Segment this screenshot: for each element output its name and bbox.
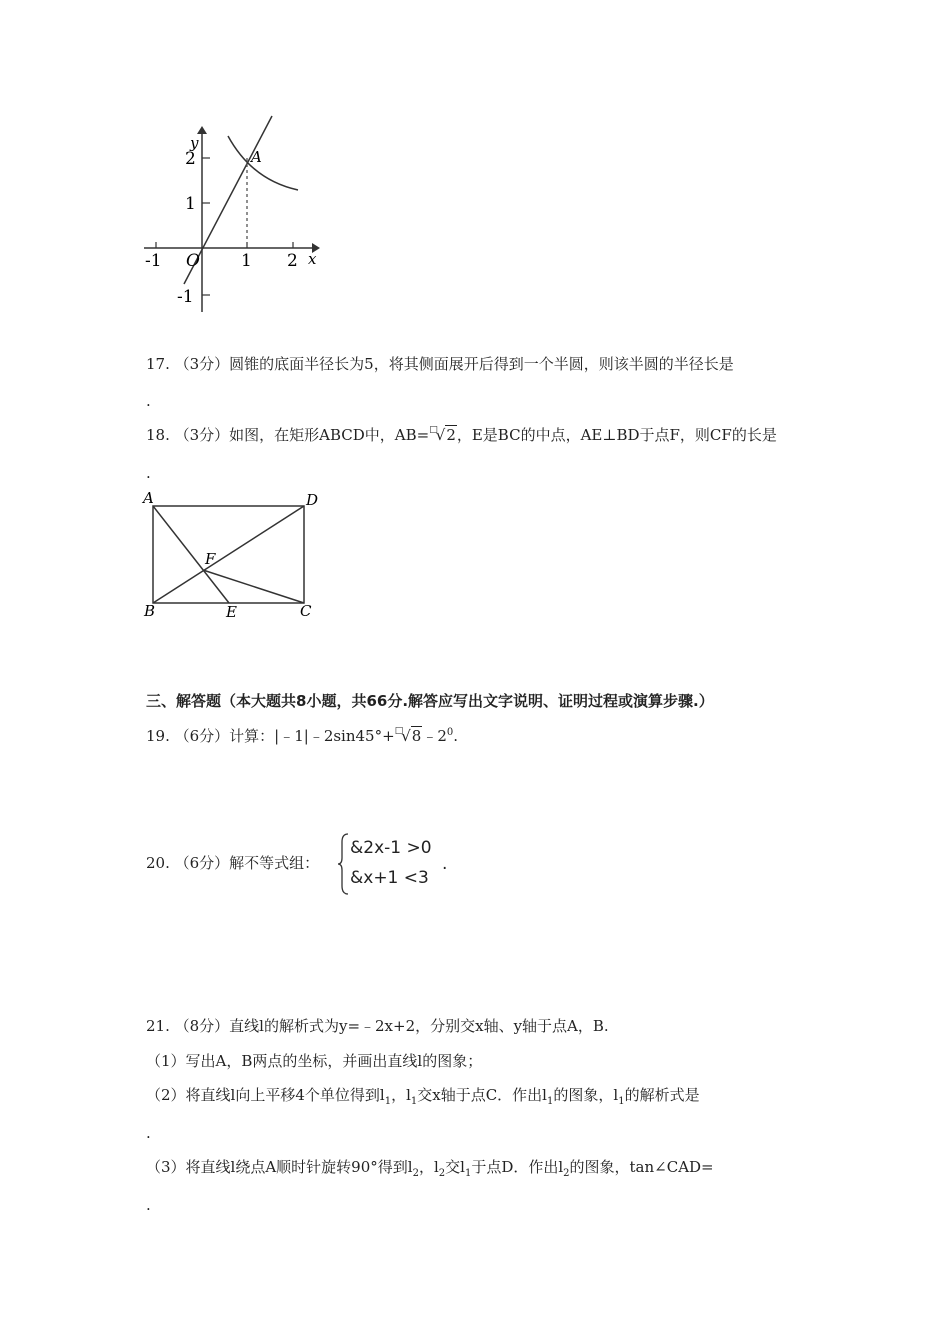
y-axis-label: y (190, 134, 199, 152)
hyperbola-curve (228, 136, 298, 190)
question-18-blank: . (146, 464, 151, 482)
y-tick-1: 1 (185, 194, 196, 214)
question-21-part-3: （3）将直线l绕点A顺时针旋转90°得到$l_2$，$l_2$交$l_1$于点D．作出$l_2$的图象，tan∠CAD= (146, 1158, 714, 1179)
point-a-label: A (251, 148, 262, 166)
segment-fc (203, 570, 304, 603)
question-21-part-2: （2）将直线l向上平移4个单位得到$l_1$，$l_1$交x轴于点C．作出$l_1$的图象，$l_1$的解析式是 (146, 1086, 700, 1107)
question-21-part-3-blank: . (146, 1196, 151, 1214)
section-3-title: 三、解答题（本大题共8小题，共66分.解答应写出文字说明、证明过程或演算步骤.） (146, 692, 714, 710)
sqrt-2: □√2 (429, 425, 456, 444)
label-e: E (226, 603, 237, 621)
question-20: 20. （6分）解不等式组： (146, 854, 320, 872)
origin-label: O (186, 251, 200, 271)
sqrt-8: □√8 (394, 726, 422, 745)
x-axis-label: x (308, 250, 317, 268)
figure-coordinate-graph (140, 112, 330, 317)
inequality-2: &x+1 <3 (350, 868, 429, 888)
label-d: D (306, 491, 319, 509)
x-tick-neg1: -1 (145, 251, 162, 271)
label-f: F (205, 550, 216, 568)
segment-ae (153, 506, 229, 603)
figure-rectangle-abcd (140, 488, 330, 623)
label-a: A (143, 489, 154, 507)
question-17: 17. （3分）圆锥的底面半径长为5，将其侧面展开后得到一个半圆，则该半圆的半径长是 (146, 355, 734, 373)
inequality-1: &2x-1 >0 (350, 838, 432, 858)
question-18: 18. （3分）如图，在矩形ABCD中，AB=□√2，E是BC的中点，AE⊥BD于点F，则CF的长是 (146, 425, 777, 448)
y-tick-2: 2 (185, 149, 196, 169)
y-axis-arrow-icon (197, 126, 207, 134)
inequality-end: . (442, 854, 448, 874)
x-tick-1: 1 (241, 251, 252, 271)
question-21-part-1: （1）写出A，B两点的坐标，并画出直线l的图象； (146, 1052, 483, 1070)
inequality-system (338, 832, 448, 896)
question-21: 21. （8分）直线l的解析式为y=﹣2x+2，分别交x轴、y轴于点A，B. (146, 1017, 609, 1035)
y-tick-neg1: -1 (177, 287, 194, 307)
question-19: 19. （6分）计算：$|﹣1|﹣2\sin 45^\circ+^□√8﹣2^0$. (146, 723, 458, 749)
label-c: C (300, 602, 312, 620)
diagonal-bd (153, 506, 304, 603)
question-17-blank: . (146, 392, 151, 410)
question-21-part-2-blank: . (146, 1124, 151, 1142)
label-b: B (144, 602, 156, 620)
x-tick-2: 2 (287, 251, 298, 271)
